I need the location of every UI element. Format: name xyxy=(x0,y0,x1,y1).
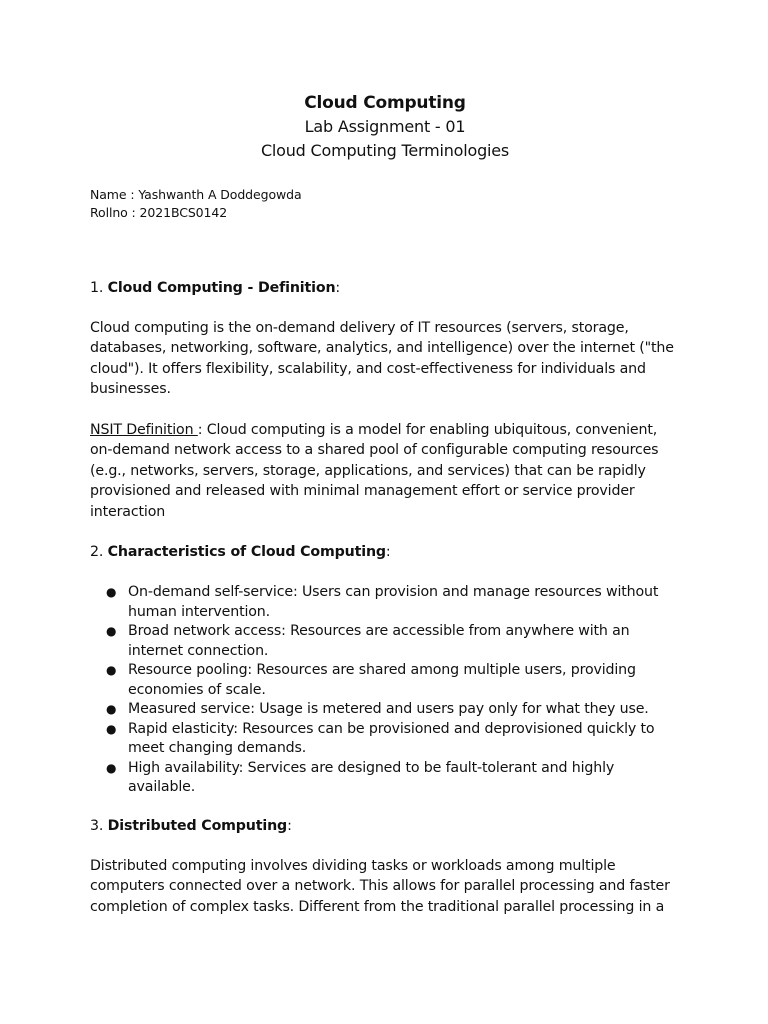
bullet-icon: ● xyxy=(106,702,117,716)
section-1-title: Cloud Computing - Definition xyxy=(107,280,336,296)
list-item-text: Broad network access: Resources are accessible from anywhere with an internet connection. xyxy=(128,623,630,659)
list-item-text: Rapid elasticity: Resources can be provisioned and deprovisioned quickly to meet changing demands. xyxy=(128,720,655,756)
section-3-heading xyxy=(90,816,680,836)
document-page xyxy=(90,0,680,1024)
list-item xyxy=(90,720,680,759)
list-item-text: Resource pooling: Resources are shared among multiple users, providing economies of scale. xyxy=(128,662,636,698)
section-1-heading xyxy=(90,278,680,298)
author-rollno: Rollno : 2021BCS0142 xyxy=(90,205,228,220)
section-2-colon: : xyxy=(385,544,391,560)
assignment-topic: Cloud Computing Terminologies xyxy=(260,141,510,160)
section-3-paragraph xyxy=(90,856,680,917)
section-2-heading xyxy=(90,542,680,562)
author-info xyxy=(90,186,302,222)
nsit-definition-label: NSIT Definition xyxy=(90,422,198,438)
list-item xyxy=(90,622,680,661)
assignment-number: Lab Assignment - 01 xyxy=(304,117,466,136)
bullet-icon: ● xyxy=(106,624,117,638)
characteristics-list-container xyxy=(90,583,680,798)
section-1-colon: : xyxy=(335,280,341,296)
list-item-text: On-demand self-service: Users can provision and manage resources without human intervention. xyxy=(128,584,659,620)
distributed-computing-text: Distributed computing involves dividing tasks or workloads among multiple computers connected over a network. This allows for parallel processing and faster completion of complex tasks. Different from the traditional parallel processing in a xyxy=(90,858,670,915)
section-1-paragraph xyxy=(90,318,680,400)
nsit-definition-text: : Cloud computing is a model for enabling ubiquitous, convenient, on-demand network access to a shared pool of configurable computing resources (e.g., networks, servers, storage, applications, and services) that can be rapidly provisioned and released with minimal management effort or service provider interaction xyxy=(90,422,659,520)
section-2-title: Characteristics of Cloud Computing xyxy=(107,544,386,560)
bullet-icon: ● xyxy=(106,721,117,736)
section-3-colon: : xyxy=(287,818,292,834)
cloud-definition-text: Cloud computing is the on-demand delivery of IT resources (servers, storage, databases, networking, software, analytics, and intelligence) over the internet ("the cloud"). It offers flexibility, scalability, and cost-effectiveness for individuals and businesses. xyxy=(90,320,674,398)
document-title: Cloud Computing xyxy=(304,93,466,113)
list-item xyxy=(90,661,680,700)
list-item-text: High availability: Services are designed to be fault-tolerant and highly available. xyxy=(128,759,615,795)
list-item-text: Measured service: Usage is metered and users pay only for what they use. xyxy=(128,701,649,717)
list-item xyxy=(90,759,680,798)
title-block xyxy=(90,91,680,163)
section-1-number: 1. xyxy=(90,280,104,296)
nsit-definition xyxy=(90,420,680,522)
bullet-icon: ● xyxy=(106,760,117,775)
section-3-title: Distributed Computing xyxy=(107,818,288,834)
list-item xyxy=(90,583,680,622)
section-2-number: 2. xyxy=(90,544,104,560)
section-3-number: 3. xyxy=(90,818,104,834)
characteristics-list xyxy=(90,583,680,798)
list-item xyxy=(90,700,680,720)
bullet-icon: ● xyxy=(106,585,117,599)
bullet-icon: ● xyxy=(106,663,117,677)
author-name: Name : Yashwanth A Doddegowda xyxy=(90,187,302,202)
